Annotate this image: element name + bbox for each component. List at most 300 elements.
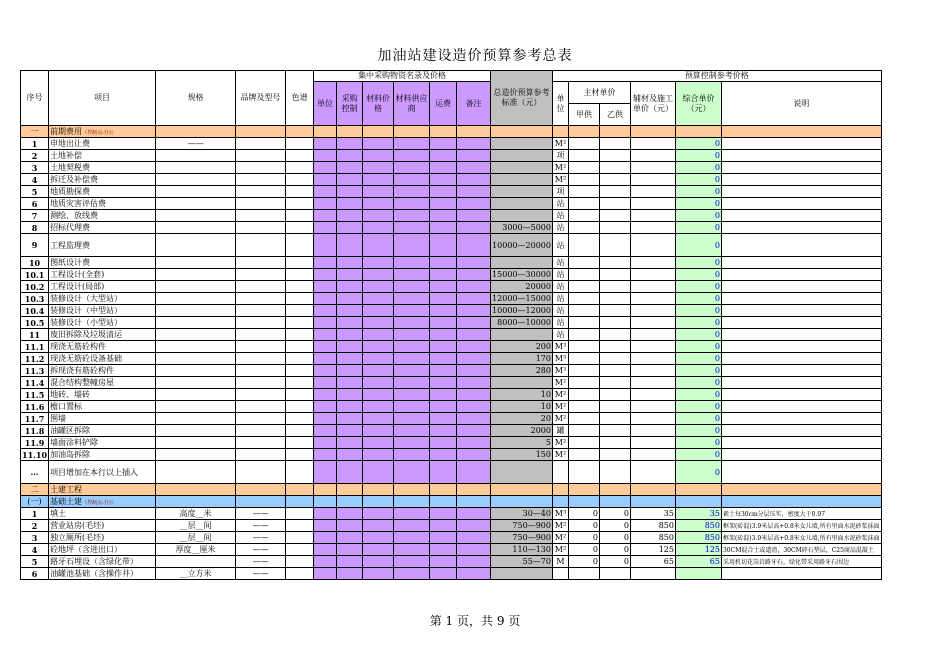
row-seq: 11.8 [21,425,49,437]
row-seq: 10.5 [21,317,49,329]
section-row [21,484,882,496]
row-comp: 0 [675,150,721,162]
row-labor: 850 [630,532,675,544]
row-yi [599,281,630,293]
row-item: 加油岛拆除 [49,449,156,461]
row-desc [721,186,881,198]
row-comp: 0 [675,186,721,198]
row-labor [630,234,675,257]
row-color [286,508,314,520]
col-purchase: 采购控制 [337,82,363,126]
row-purchase-cell [457,341,491,353]
row-purchase-cell [314,281,337,293]
row-purchase-cell [363,377,394,389]
row-purchase-cell [430,389,457,401]
row-std: 750—900 [491,520,553,532]
table-row [21,317,882,329]
row-labor [630,257,675,269]
section-title [49,496,156,508]
row-seq: 11.10 [22,449,48,460]
row-purchase-cell [337,234,363,257]
row-purchase-cell [363,413,394,425]
row-color [286,413,314,425]
row-jia [568,413,599,425]
row-purchase-cell [430,425,457,437]
row-purchase-cell [430,186,457,198]
table-row [21,198,882,210]
row-purchase-cell [430,281,457,293]
row-std: 20 [491,413,553,425]
row-labor [630,401,675,413]
row-jia [568,461,599,484]
row-jia: 0 [568,520,599,532]
row-purchase-cell [337,520,363,532]
table-row [21,257,882,269]
section-title-text: 基础土建 [50,497,83,506]
row-purchase-cell [430,210,457,222]
row-purchase-cell [394,150,430,162]
row-purchase-cell [430,568,457,580]
row-unit: M² [552,532,568,544]
row-desc [721,568,881,580]
section-cell [630,484,675,496]
row-color [286,293,314,305]
row-purchase-cell [430,138,457,150]
row-color [286,186,314,198]
row-purchase-cell [430,222,457,234]
row-purchase-cell [457,293,491,305]
row-purchase-cell [314,556,337,568]
section-cell [630,126,675,138]
table-row [21,305,882,317]
row-seq: 11.3 [21,365,49,377]
row-labor [630,174,675,186]
row-unit [552,568,568,580]
row-color [286,210,314,222]
row-purchase-cell [394,413,430,425]
section-note: （控制点:分公 [82,130,114,136]
row-labor [630,317,675,329]
row-brand [236,269,286,281]
row-spec [156,353,236,365]
row-item: 檐口置标 [49,401,156,413]
row-yi [599,365,630,377]
row-jia [568,174,599,186]
row-purchase-cell [430,353,457,365]
section-cell [286,126,314,138]
row-spec: __立方米 [156,568,236,580]
row-std [491,174,553,186]
row-purchase-cell [363,329,394,341]
row-unit: M³ [552,508,568,520]
row-std: 150 [491,449,553,461]
row-std [491,138,553,150]
row-item: 工程监理费 [49,234,156,257]
row-seq: 8 [21,222,49,234]
row-spec [156,222,236,234]
row-yi [599,353,630,365]
row-spec [156,461,236,484]
row-purchase-cell [457,269,491,281]
section-cell [675,496,721,508]
row-std [491,210,553,222]
row-purchase-cell [314,449,337,461]
row-yi [599,341,630,353]
row-purchase-cell [337,138,363,150]
row-comp: 0 [675,329,721,341]
table-row [21,365,882,377]
row-purchase-cell [337,329,363,341]
row-brand [236,425,286,437]
table-row [21,389,882,401]
row-purchase-cell [363,401,394,413]
row-purchase-cell [337,341,363,353]
row-purchase-cell [394,556,430,568]
row-desc [721,222,881,234]
row-purchase-cell [314,532,337,544]
row-unit: M² [552,401,568,413]
row-seq: 11.9 [21,437,49,449]
row-color [286,281,314,293]
row-purchase-cell [337,317,363,329]
row-color [286,305,314,317]
row-comp: 125 [675,544,721,556]
row-spec [156,317,236,329]
row-purchase-cell [394,389,430,401]
row-comp: 0 [675,449,721,461]
row-spec [156,365,236,377]
row-brand [236,162,286,174]
section-cell [236,126,286,138]
row-std: 3000—5000 [491,222,553,234]
row-yi [599,293,630,305]
row-std: 110—130 [491,544,553,556]
row-purchase-cell [314,329,337,341]
row-desc [721,449,881,461]
row-brand: —— [236,556,286,568]
row-purchase-cell [363,281,394,293]
row-purchase-cell [363,437,394,449]
row-jia [568,353,599,365]
row-purchase-cell [363,341,394,353]
section-cell [675,126,721,138]
row-brand: —— [236,532,286,544]
row-purchase-cell [430,329,457,341]
row-purchase-cell [314,437,337,449]
row-desc [721,293,881,305]
row-color [286,568,314,580]
row-purchase-cell [394,520,430,532]
row-item: 装修设计（大型站） [49,293,156,305]
row-purchase-cell [363,389,394,401]
row-yi [599,186,630,198]
row-purchase-cell [457,544,491,556]
row-seq: 4 [21,544,49,556]
row-purchase-cell [314,544,337,556]
row-purchase-cell [314,293,337,305]
row-purchase-cell [363,425,394,437]
row-jia [568,425,599,437]
row-comp: 0 [675,293,721,305]
row-seq: 11.1 [21,341,49,353]
row-purchase-cell [363,210,394,222]
row-labor [630,341,675,353]
row-labor [630,198,675,210]
row-spec [156,341,236,353]
row-spec [156,150,236,162]
row-unit: 站 [552,198,568,210]
col-matprice: 材料价格 [363,82,394,126]
row-purchase-cell [337,556,363,568]
row-purchase-cell [337,413,363,425]
row-yi: 0 [599,532,630,544]
row-brand [236,150,286,162]
row-purchase-cell [337,293,363,305]
row-labor: 850 [630,520,675,532]
row-std: 10000—12000 [492,306,551,315]
row-purchase-cell [457,461,491,484]
section-seq: (一) [21,496,49,508]
row-yi [599,174,630,186]
row-purchase-cell [363,222,394,234]
row-purchase-cell [457,234,491,257]
table-row [21,186,882,198]
row-unit: M² [552,138,568,150]
row-yi [599,461,630,484]
row-brand [236,365,286,377]
row-purchase-cell [314,413,337,425]
row-purchase-cell [363,544,394,556]
row-purchase-cell [457,329,491,341]
row-brand [236,317,286,329]
col-main: 主材单价 [568,82,630,104]
row-item: 现浇无筋砼构件 [49,341,156,353]
row-unit: 站 [552,329,568,341]
row-purchase-cell [430,377,457,389]
row-purchase-cell [363,293,394,305]
row-jia [568,138,599,150]
col-total: 总造价预算参考标准（元） [491,71,553,126]
section-cell [457,126,491,138]
row-jia [568,210,599,222]
table-row [21,461,882,484]
row-labor [630,329,675,341]
row-item: 独立厕所(毛坯) [49,532,156,544]
row-seq: 5 [21,556,49,568]
row-comp: 65 [675,556,721,568]
row-purchase-cell [363,174,394,186]
row-purchase-cell [430,257,457,269]
col-unit2: 单位 [552,82,568,126]
section-cell [552,496,568,508]
row-purchase-cell [314,138,337,150]
row-std: 20000 [491,281,553,293]
row-desc [721,234,881,257]
row-item: 废旧拆除及垃圾清运 [49,329,156,341]
section-cell [721,126,881,138]
row-purchase-cell [314,353,337,365]
row-color [286,365,314,377]
table-row [21,413,882,425]
row-std [491,150,553,162]
row-brand [236,293,286,305]
row-purchase-cell [314,269,337,281]
row-seq: 11.6 [21,401,49,413]
row-purchase-cell [457,556,491,568]
row-color [286,437,314,449]
row-purchase-cell [457,150,491,162]
row-std: 10 [491,389,553,401]
row-std: 170 [491,353,553,365]
row-brand [236,174,286,186]
col-group-purchase: 集中采购物资名录及价格 [314,71,491,82]
section-cell [552,126,568,138]
row-brand: —— [236,544,286,556]
row-purchase-cell [457,401,491,413]
row-yi [599,317,630,329]
row-item: 装修设计（中型站） [49,305,156,317]
row-purchase-cell [457,568,491,580]
row-purchase-cell [363,520,394,532]
row-spec: 高度__米 [156,508,236,520]
row-spec [156,437,236,449]
row-purchase-cell [457,174,491,186]
row-color [286,544,314,556]
section-row [21,126,882,138]
row-yi: 0 [599,544,630,556]
section-cell [430,126,457,138]
table-row [21,449,882,461]
row-spec [156,234,236,257]
row-labor [630,365,675,377]
row-brand [236,437,286,449]
row-purchase-cell [314,520,337,532]
row-purchase-cell [430,162,457,174]
row-comp: 0 [675,198,721,210]
section-cell [491,484,553,496]
row-purchase-cell [394,329,430,341]
row-purchase-cell [314,568,337,580]
row-item: 地质灾害评估费 [49,198,156,210]
col-supplier: 材料供应商 [394,82,430,126]
row-std [491,461,553,484]
row-color [286,222,314,234]
col-desc: 说明 [721,82,881,126]
row-unit: M³ [552,341,568,353]
row-jia [568,257,599,269]
row-purchase-cell [337,449,363,461]
row-purchase-cell [337,365,363,377]
page-footer: 第 1 页，共 9 页 [429,614,521,628]
row-spec [156,556,236,568]
row-comp: 0 [675,305,721,317]
row-brand [236,389,286,401]
row-std: 8000—10000 [491,317,553,329]
row-purchase-cell [337,281,363,293]
row-purchase-cell [337,544,363,556]
row-std: 750—900 [491,532,553,544]
row-spec [156,449,236,461]
row-std: 30—40 [491,508,553,520]
row-spec [156,305,236,317]
row-labor: 65 [630,556,675,568]
row-std [491,198,553,210]
row-desc [721,269,881,281]
section-title [49,484,156,496]
row-purchase-cell [394,174,430,186]
section-cell [337,496,363,508]
table-header [21,71,882,126]
row-seq: … [21,461,49,484]
section-seq: 二 [21,484,49,496]
row-desc [721,329,881,341]
row-purchase-cell [394,257,430,269]
row-comp: 0 [675,281,721,293]
table-row [21,293,882,305]
row-item: 地质勘探费 [49,186,156,198]
table-row [21,341,882,353]
section-cell [599,126,630,138]
row-seq: 5 [21,186,49,198]
row-color [286,162,314,174]
row-brand [236,353,286,365]
row-seq: 3 [21,162,49,174]
col-item: 项目 [49,71,156,126]
row-seq: 11 [21,329,49,341]
row-desc [721,401,881,413]
row-labor [630,150,675,162]
row-purchase-cell [363,532,394,544]
row-jia: 0 [568,556,599,568]
row-yi [599,437,630,449]
section-cell [675,484,721,496]
table-row [21,269,882,281]
row-jia [568,568,599,580]
row-unit: 站 [552,210,568,222]
section-cell [363,484,394,496]
row-jia [568,377,599,389]
row-desc [721,413,881,425]
row-purchase-cell [457,389,491,401]
section-cell [491,126,553,138]
row-purchase-cell [363,186,394,198]
row-yi [599,568,630,580]
row-purchase-cell [430,449,457,461]
row-purchase-cell [337,568,363,580]
section-cell [156,484,236,496]
section-cell [363,496,394,508]
row-spec [156,186,236,198]
row-brand [236,305,286,317]
row-purchase-cell [394,210,430,222]
row-item: 油罐区拆除 [49,425,156,437]
table-row [21,150,882,162]
col-comp: 综合单价（元） [675,82,721,126]
row-purchase-cell [457,425,491,437]
row-purchase-cell [363,568,394,580]
row-unit: M³ [552,353,568,365]
section-cell [337,126,363,138]
row-purchase-cell [314,425,337,437]
row-brand: —— [236,508,286,520]
row-unit: M² [552,413,568,425]
row-color [286,377,314,389]
row-brand [236,329,286,341]
row-desc [721,174,881,186]
row-labor: 35 [630,508,675,520]
row-item: 围墙 [49,413,156,425]
row-labor [630,138,675,150]
